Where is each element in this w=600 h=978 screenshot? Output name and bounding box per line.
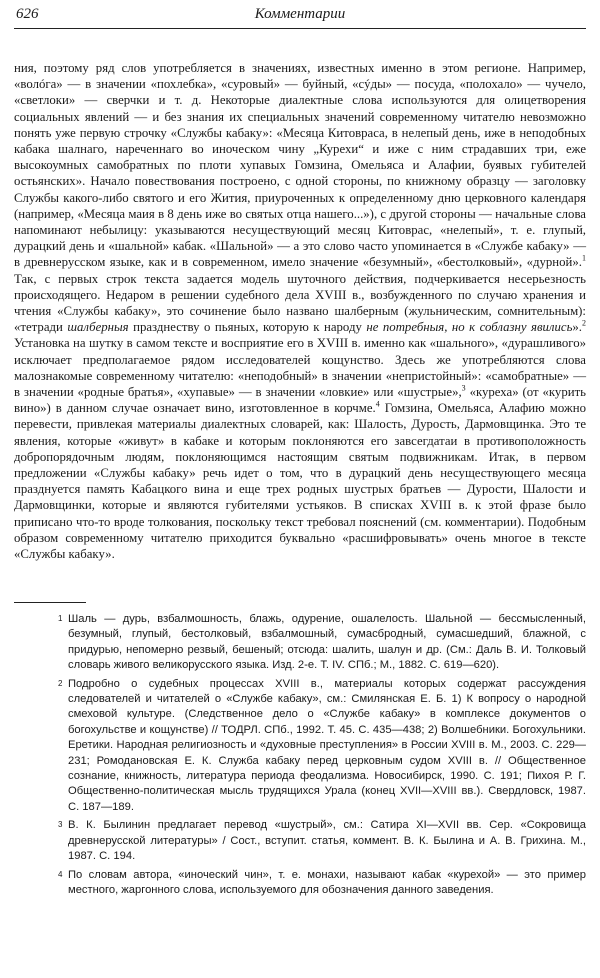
footnote	[58, 868, 586, 899]
footnote-number: 3	[58, 820, 63, 830]
footnote	[58, 818, 586, 864]
footnote-number: 1	[58, 614, 63, 623]
footnotes	[58, 612, 586, 901]
footnote-ref-3[interactable]: 3	[461, 383, 466, 393]
page-header	[14, 4, 586, 29]
footnote	[58, 677, 586, 816]
body-paragraph: ния, поэтому ряд слов употребляется в значениях, известных именно в этом регионе. Например, «волóга» — в значении «похлебка», «суровый» — буйный, «сýды» — посуда, «полохало» — чучело, «светлоки» — сверчки и т. д. Некоторые диалектные слова используются для олицетворения социальных явлений — и без знания их специальных значений современному читателю невозможно понять уже первую строчку «Службы кабаку»: «Месяца Китовраса, в нелепый день, иже в неподобных кабака шалнаго, нареченнаго во иноческом чину „Курехи“ и иже с ним страдавших три, еже высокоумных самобратных по плоти хупавых Гомзина, Омельяса и Алафии, буявых губителей остьянских». Начало повествования построено, с одной стороны, по книжному образцу — заголовку Службы какого-либо святого и его Жития, приуроченных к определенному дню церковного календаря (например, «Месяца маия в 8 день иже во святых отца нашего...»), с другой стороны — начальные слова напоминают небылицу: указываются несуществующий месяц Китоврас, «нелепый», т. е. глупый, дурацкий день и «шальной» кабак. «Шальной» — а это слово часто упоминается в «Службе кабаку» — в древнерусском языке, как и в современном, имело значение «безумный», «бестолковый», «дурной».$^1$ Так, с первых строк текста задается модель шуточного действия, подчеркивается несерьезность происходящего. Недаром в решении судебного дела XVIII в., возбужденного по случаю хранения и чтения «Службы кабаку», это сочинение было названо шалберным (жульническим, сомнительным): «тетради шалберныя празднеству о пьяных, которую к народу не потребныя, но к соблазну явились».$^2$ Установка на шутку в самом тексте и восприятие его в XVIII в. именно как «шального», «дурашливого» исключает предполагаемое рядом исследователей кощунство. Здесь же употребляются слова малознакомые современному читателю: «неподобный» в значении «непристойный»: «самобратные» — в значении «родные братья», «хупавые» — в значении «ловкие» или «шустрые»,$^3$ «куреха» (от «курить вино») в данном случае означает вино, изготовленное в корчме.$^4$ Гомзина, Омельяса, Алафию можно перевести, привлекая материалы диалектных словарей, как: Шалость, Дурость, Дармовщинка. Это те явления, которые «живут» в кабаке и которым поклоняются его завсегдатаи в противоположность добропорядочным людям, поклоняющимся настоящим святым подвижникам. Итак, в первом предложении «Службы кабаку» речь идет о том, что в дурацкий день несуществующего месяца празднуется память Кабацкого вина и еще трех родных шустрых братьев — Дурости, Шалости и Дармовщинки, которые и являются губителями устьяков. В списках XVIII в. к этой фразе было приписано что-то вроде толкования, поскольку текст требовал пояснений (см. комментарии). Подобным образом современному читателю приходится буквально «расшифровывать» очень многое в тексте «Службы кабаку».	[14, 61, 586, 562]
footnote	[58, 612, 586, 674]
footnote-divider	[14, 602, 86, 603]
running-title: Комментарии	[254, 6, 346, 22]
main-text	[14, 60, 586, 562]
footnote-number: 4	[58, 869, 63, 879]
page-number: 626	[16, 6, 39, 22]
footnote-text: Подробно о судебных процессах XVIII в., материалы которых содержат рассуждения следователей и читателей о «Службе кабаку», см.: Смилянская Е. Б. 1) К вопросу о народной смеховой культуре. (Следственное дело о «Службе кабаку» в комплексе документов о богохульстве и кощунстве) // ТОДРЛ. СПб., 1992. Т. 45. С. 435—438; 2) Волшебники. Богохульники. Еретики. Народная религиозность и «духовные преступления» в России XVIII в. М., 2003. С. 229—231; Ромодановская Е. К. Служба кабаку перед церковным судом XVIII в. // Общественное сознание, книжность, литература периода феодализма. Новосибирск, 1990. С. 191; Пихоя Р. Г. Общественно-политическая мысль трудящихся Урала (конец XVII—XVIII вв.). Свердловск, 1987. С. 187—189.	[68, 677, 586, 813]
footnote-text: В. К. Былинин предлагает перевод «шустрый», см.: Сатира XI—XVII вв. Сер. «Сокровища древнерусской литературы» / Сост., вступит. статья, коммент. В. К. Былина и А. В. Грихина. М., 1987. С. 194.	[68, 819, 586, 863]
footnote-ref-4[interactable]: 4	[375, 400, 380, 409]
footnote-text: Шаль — дурь, взбалмошность, блажь, одурение, ошалелость. Шальной — бессмысленный, безумный, глупый, бестолковый, взбалмошный, сумасбродный, сумасшедший, блажной, с придурью, непомерно резвый, бешеный; отсюда: шалить, шалун и др. (См.: Даль В. И. Толковый словарь живого великорусского языка. Изд. 2-е. Т. IV. СПб.; М., 1882. С. 619—620).	[68, 613, 586, 672]
footnote-text: По словам автора, «иноческий чин», т. е. монахи, называют кабак «курехой» — это пример местного, жаргонного слова, используемого для обозначения данного заведения.	[68, 868, 586, 896]
footnote-ref-2[interactable]: 2	[582, 318, 586, 328]
footnote-ref-1[interactable]: 1	[582, 254, 586, 264]
footnote-number: 2	[58, 678, 63, 688]
